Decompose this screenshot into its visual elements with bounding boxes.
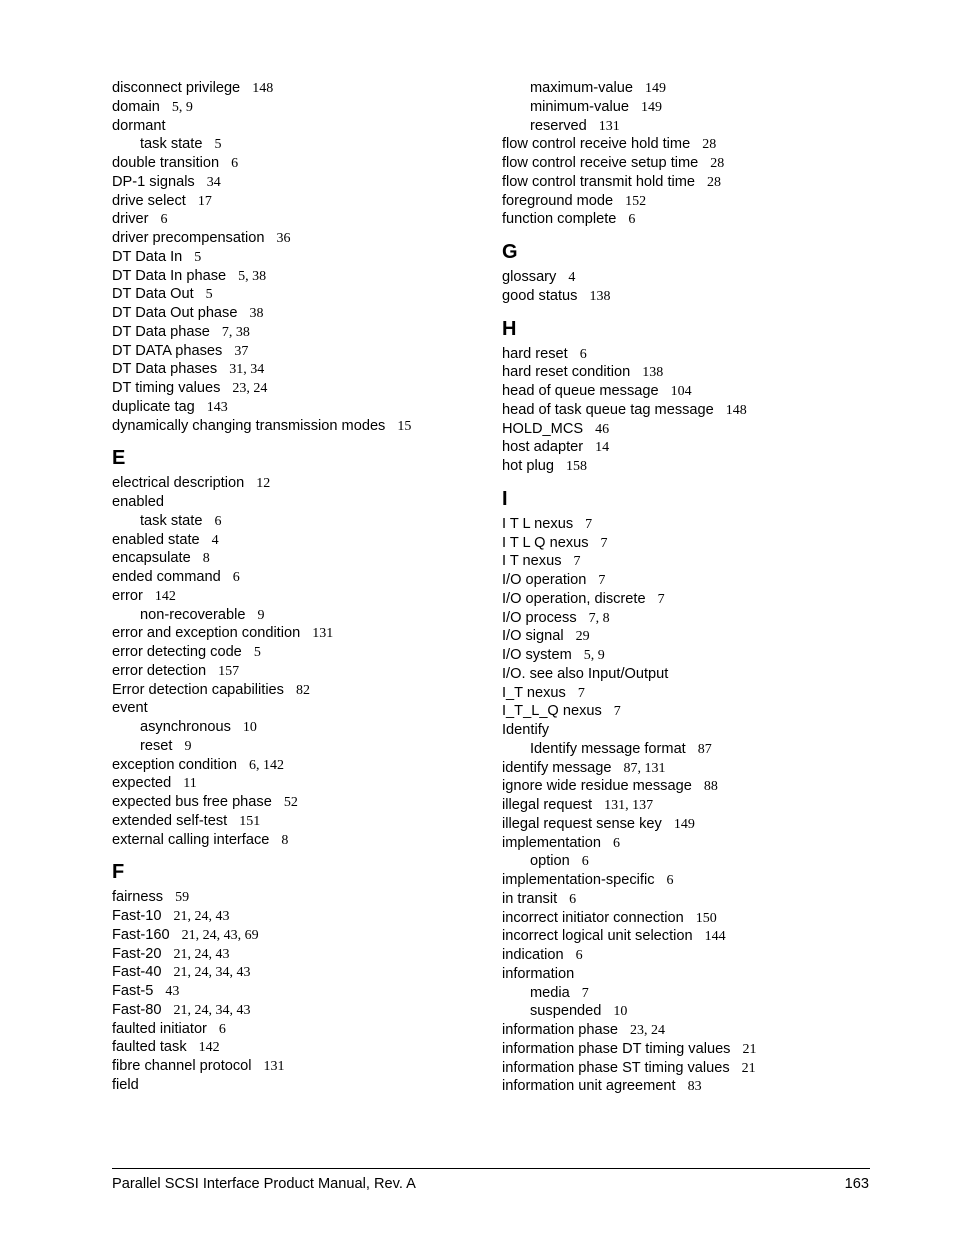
index-term: implementation-specific	[502, 872, 655, 888]
index-subentry	[502, 984, 882, 1003]
index-term: expected	[112, 775, 172, 792]
index-subentry	[502, 98, 882, 117]
index-term: error	[112, 587, 143, 604]
index-entry	[112, 267, 482, 286]
index-page-refs: 23, 24	[630, 1023, 666, 1038]
index-entry	[502, 965, 882, 984]
index-term: error detection	[112, 662, 207, 679]
index-term: I/O process	[502, 609, 577, 626]
index-term: head of task queue tag message	[502, 401, 714, 418]
index-page-refs: 15	[397, 418, 412, 434]
index-page-refs: 6	[218, 1021, 226, 1037]
index-term: media	[530, 984, 570, 1001]
index-page-refs: 28	[707, 174, 722, 190]
index-column-left	[112, 79, 482, 1095]
index-page-refs: 82	[295, 682, 310, 698]
index-term: external calling interface	[112, 831, 270, 848]
index-term: flow control receive setup time	[502, 155, 699, 171]
index-page-refs: 6	[628, 212, 636, 228]
index-subentry	[112, 135, 482, 154]
index-term: DT Data In	[112, 248, 183, 265]
index-entry	[112, 793, 482, 812]
index-term: information unit agreement	[502, 1078, 676, 1095]
index-term: task state	[140, 512, 203, 529]
index-entry	[112, 831, 482, 850]
index-entry	[502, 927, 882, 946]
index-section-letter: F	[112, 861, 125, 884]
index-term: Error detection capabilities	[112, 681, 284, 698]
index-term: I/O signal	[502, 628, 564, 645]
index-term: non-recoverable	[140, 606, 246, 623]
index-term: enabled	[112, 494, 164, 510]
index-page-refs: 28	[702, 137, 717, 153]
index-page-refs: 144	[704, 929, 726, 945]
index-page-refs: 23, 24	[232, 381, 268, 396]
index-page-refs: 5	[205, 287, 213, 303]
index-page-refs: 11	[183, 776, 197, 792]
index-page-refs: 21, 24, 34, 43	[173, 965, 251, 981]
index-term: I/O operation, discrete	[502, 590, 646, 607]
index-term: fibre channel protocol	[112, 1058, 252, 1074]
index-subentry	[502, 852, 882, 871]
index-term: information	[502, 965, 575, 982]
index-entry	[112, 531, 482, 550]
index-entry	[112, 493, 482, 512]
index-page-refs: 157	[218, 663, 240, 679]
index-page-refs: 131	[598, 118, 620, 134]
index-term: error detecting code	[112, 644, 242, 660]
index-entry	[112, 173, 482, 192]
index-term: DT Data Out phase	[112, 305, 238, 321]
index-term: I_T nexus	[502, 684, 566, 701]
index-term: Fast-20	[112, 945, 162, 962]
index-term: I T L Q nexus	[502, 534, 589, 551]
index-entry	[112, 756, 482, 775]
index-subentry	[112, 606, 482, 625]
index-entry	[112, 98, 482, 117]
index-entry	[112, 79, 482, 98]
index-page-refs: 5	[253, 645, 261, 660]
index-term: ignore wide residue message	[502, 778, 692, 795]
index-page-refs: 43	[165, 984, 180, 999]
index-term: I/O system	[502, 647, 572, 663]
index-section-letter: H	[502, 317, 517, 340]
index-entry	[112, 945, 482, 964]
index-entry	[112, 926, 482, 945]
index-term: drive select	[112, 192, 186, 209]
index-page-refs: 6	[666, 873, 674, 888]
index-term: option	[530, 853, 570, 870]
index-entry	[502, 909, 882, 928]
index-term: suspended	[530, 1003, 602, 1020]
index-term: I/O operation	[502, 572, 587, 588]
index-term: Fast-5	[112, 983, 154, 999]
index-entry	[112, 982, 482, 1001]
index-entry	[112, 1076, 482, 1095]
index-page-refs: 7	[573, 554, 581, 570]
index-page-refs: 4	[568, 270, 576, 285]
index-term: flow control transmit hold time	[502, 173, 696, 190]
index-page-refs: 7	[613, 704, 621, 720]
footer-page-number: 163	[844, 1176, 869, 1192]
index-page-refs: 143	[206, 399, 228, 415]
index-page-refs: 9	[184, 738, 192, 754]
index-page-refs: 38	[249, 306, 264, 321]
index-term: Fast-80	[112, 1001, 162, 1018]
index-term: DT Data phase	[112, 323, 210, 340]
index-page-refs: 59	[175, 890, 190, 906]
index-entry	[502, 401, 882, 420]
index-page-refs: 5, 38	[238, 268, 267, 284]
index-term: field	[112, 1076, 139, 1093]
index-term: I_T_L_Q nexus	[502, 703, 602, 720]
index-term: incorrect initiator connection	[502, 909, 684, 926]
index-page-refs: 88	[703, 779, 718, 795]
index-term: exception condition	[112, 756, 237, 773]
index-page-refs: 5	[194, 249, 202, 265]
index-entry	[112, 549, 482, 568]
index-term: faulted initiator	[112, 1020, 207, 1037]
index-entry	[112, 568, 482, 587]
index-page-refs: 8	[202, 551, 210, 567]
index-term: DT timing values	[112, 380, 221, 396]
index-term: indication	[502, 947, 564, 963]
index-term: function complete	[502, 211, 617, 228]
index-page-refs: 104	[670, 384, 692, 399]
index-term: Fast-160	[112, 926, 170, 943]
index-term: hard reset	[502, 345, 568, 362]
index-section-letter: E	[112, 447, 126, 470]
index-entry	[112, 963, 482, 982]
index-page-refs: 148	[725, 402, 747, 418]
index-term: domain	[112, 98, 160, 115]
index-term: dynamically changing transmission modes	[112, 417, 386, 434]
index-term: Fast-10	[112, 908, 162, 924]
index-term: implementation	[502, 834, 601, 851]
index-entry	[502, 552, 882, 571]
index-entry	[112, 1057, 482, 1076]
index-entry	[112, 1001, 482, 1020]
index-page-refs: 142	[198, 1040, 220, 1056]
index-page-refs: 6	[160, 212, 168, 228]
index-term: glossary	[502, 269, 557, 285]
index-term: foreground mode	[502, 192, 614, 209]
index-term: DP-1 signals	[112, 173, 195, 190]
index-page-refs: 4	[211, 532, 219, 548]
index-page-refs: 29	[575, 629, 590, 645]
index-subentry	[112, 718, 482, 737]
index-entry	[112, 342, 482, 361]
index-entry	[502, 834, 882, 853]
index-entry	[112, 379, 482, 398]
index-page-refs: 37	[234, 343, 249, 359]
index-term: DT DATA phases	[112, 342, 223, 359]
index-page-refs: 21, 24, 43	[173, 909, 230, 924]
index-term: enabled state	[112, 531, 200, 548]
index-term: illegal request	[502, 797, 593, 813]
index-entry	[502, 796, 882, 815]
index-term: Identify	[502, 722, 550, 738]
index-page-refs: 150	[695, 910, 717, 926]
index-term: I T L nexus	[502, 515, 574, 532]
index-page-refs: 12	[256, 476, 271, 492]
index-entry	[502, 721, 882, 740]
index-page-refs: 6	[569, 891, 577, 907]
index-section-letter: G	[502, 241, 518, 263]
index-entry	[112, 1020, 482, 1039]
index-entry	[112, 774, 482, 793]
index-page-refs: 87	[697, 741, 712, 757]
index-term: electrical description	[112, 475, 245, 492]
index-entry	[502, 665, 882, 684]
index-term: illegal request sense key	[502, 815, 662, 832]
index-entry	[502, 135, 882, 154]
index-term: duplicate tag	[112, 398, 195, 415]
index-entry	[502, 609, 882, 628]
index-term: flow control receive hold time	[502, 136, 691, 153]
index-entry	[502, 457, 882, 476]
index-term: driver precompensation	[112, 230, 265, 246]
index-entry	[112, 417, 482, 436]
index-term: ended command	[112, 569, 221, 585]
index-subentry	[502, 117, 882, 136]
index-section-letter: I	[502, 487, 508, 510]
index-term: encapsulate	[112, 550, 191, 567]
index-page-refs: 6	[612, 835, 620, 851]
index-term: host adapter	[502, 439, 584, 456]
index-term: DT Data In phase	[112, 267, 227, 284]
footer-divider	[112, 1168, 870, 1169]
index-page-refs: 10	[242, 720, 257, 735]
index-page-refs: 152	[625, 193, 647, 209]
index-page-refs: 21, 24, 43, 69	[181, 927, 259, 943]
index-term: DT Data phases	[112, 361, 218, 378]
footer-title: Parallel SCSI Interface Product Manual, Rev. A	[112, 1176, 416, 1192]
index-term: incorrect logical unit selection	[502, 928, 693, 945]
index-term: information phase	[502, 1022, 619, 1038]
index-page-refs: 6	[575, 948, 583, 963]
index-entry	[502, 777, 882, 796]
index-entry	[112, 474, 482, 493]
index-page-refs: 138	[642, 365, 664, 381]
index-entry	[502, 1077, 882, 1096]
index-entry	[112, 192, 482, 211]
index-page-refs: 142	[154, 588, 176, 604]
index-entry	[502, 590, 882, 609]
index-term: maximum-value	[530, 80, 633, 96]
index-term: I/O. see also Input/Output	[502, 665, 669, 682]
index-page-refs: 52	[283, 795, 298, 810]
index-term: Identify message format	[530, 740, 686, 757]
index-entry	[502, 268, 882, 287]
index-subentry	[112, 512, 482, 531]
index-term: disconnect privilege	[112, 80, 241, 96]
index-entry	[112, 643, 482, 662]
index-entry	[502, 345, 882, 364]
index-page-refs: 21	[741, 1060, 756, 1076]
index-entry	[112, 888, 482, 907]
index-page-refs: 6	[232, 570, 240, 585]
index-page-refs: 7, 8	[588, 610, 610, 626]
index-entry	[502, 684, 882, 703]
index-column-right	[502, 79, 882, 1096]
index-page-refs: 149	[645, 81, 666, 96]
index-entry	[502, 871, 882, 890]
index-entry	[502, 534, 882, 553]
index-entry	[112, 117, 482, 136]
index-term: HOLD_MCS	[502, 420, 584, 437]
index-page-refs: 9	[257, 607, 265, 623]
index-term: driver	[112, 211, 149, 228]
index-term: I T nexus	[502, 553, 562, 570]
index-entry	[112, 398, 482, 417]
index-page-refs: 31, 34	[229, 362, 265, 378]
index-term: minimum-value	[530, 98, 629, 115]
index-page-refs: 7	[657, 591, 665, 607]
index-term: task state	[140, 136, 203, 153]
index-entry	[112, 248, 482, 267]
index-entry	[112, 360, 482, 379]
index-entry	[112, 624, 482, 643]
index-page-refs: 7	[577, 685, 585, 701]
index-page-refs: 36	[276, 231, 291, 246]
index-page-refs: 5, 9	[583, 648, 605, 663]
index-entry	[112, 699, 482, 718]
index-page-refs: 17	[197, 193, 212, 209]
index-page-refs: 149	[640, 99, 662, 115]
index-entry	[502, 515, 882, 534]
index-page-refs: 6	[214, 513, 222, 529]
index-page-refs: 6	[231, 156, 239, 171]
index-subentry	[112, 737, 482, 756]
index-entry	[502, 154, 882, 173]
index-term: identify message	[502, 759, 612, 776]
index-term: in transit	[502, 890, 558, 907]
index-entry	[502, 382, 882, 401]
index-page-refs: 7	[600, 535, 608, 551]
index-entry	[112, 323, 482, 342]
index-term: expected bus free phase	[112, 794, 272, 810]
index-entry	[502, 946, 882, 965]
index-page-refs: 46	[595, 421, 610, 437]
index-entry	[502, 646, 882, 665]
index-entry	[502, 438, 882, 457]
index-term: double transition	[112, 155, 220, 171]
index-subentry	[502, 79, 882, 98]
index-term: hot plug	[502, 458, 554, 474]
index-entry	[502, 1059, 882, 1078]
index-entry	[112, 210, 482, 229]
index-entry	[112, 304, 482, 323]
index-page-refs: 83	[687, 1079, 702, 1095]
index-term: error and exception condition	[112, 625, 301, 642]
index-page-refs: 149	[673, 816, 695, 832]
index-page-refs: 7, 38	[221, 324, 250, 340]
index-entry	[502, 627, 882, 646]
index-entry	[502, 702, 882, 721]
index-entry	[112, 662, 482, 681]
index-term: Fast-40	[112, 964, 162, 981]
index-entry	[112, 681, 482, 700]
index-page-refs: 151	[239, 813, 261, 829]
index-page-refs: 28	[710, 156, 725, 171]
index-page-refs: 158	[565, 459, 587, 474]
index-entry	[502, 210, 882, 229]
index-entry	[112, 229, 482, 248]
index-term: hard reset condition	[502, 364, 631, 381]
index-page-refs: 6, 142	[248, 757, 284, 773]
index-page-refs: 131	[263, 1059, 285, 1074]
index-entry	[502, 1021, 882, 1040]
index-subentry	[502, 740, 882, 759]
index-term: event	[112, 700, 148, 717]
index-page-refs: 7	[598, 573, 606, 588]
index-term: information phase ST timing values	[502, 1059, 730, 1076]
index-term: extended self-test	[112, 812, 228, 829]
index-page-refs: 5	[214, 137, 222, 153]
index-entry	[112, 812, 482, 831]
index-page-refs: 21, 24, 34, 43	[173, 1002, 251, 1018]
index-subentry	[502, 1002, 882, 1021]
index-entry	[502, 759, 882, 778]
index-page-refs: 5, 9	[171, 99, 193, 115]
index-entry	[502, 287, 882, 306]
index-term: DT Data Out	[112, 286, 194, 303]
index-page-refs: 7	[581, 985, 589, 1001]
index-page-refs: 14	[595, 440, 610, 456]
index-page-refs: 7	[585, 516, 593, 532]
index-entry	[502, 363, 882, 382]
index-entry	[112, 587, 482, 606]
index-entry	[502, 1040, 882, 1059]
index-entry	[502, 890, 882, 909]
index-term: dormant	[112, 117, 166, 134]
index-entry	[502, 173, 882, 192]
index-page-refs: 6	[581, 854, 589, 870]
index-term: reserved	[530, 117, 587, 134]
index-page-refs: 21, 24, 43	[173, 946, 230, 962]
index-entry	[502, 420, 882, 439]
index-page-refs: 87, 131	[623, 760, 666, 776]
index-entry	[112, 1038, 482, 1057]
index-page-refs: 148	[252, 81, 274, 96]
index-term: fairness	[112, 889, 164, 906]
index-page-refs: 138	[589, 288, 611, 304]
index-page-refs: 8	[281, 832, 289, 848]
index-term: head of queue message	[502, 383, 659, 399]
index-term: asynchronous	[140, 719, 231, 735]
index-page-refs: 131	[312, 626, 334, 642]
index-term: reset	[140, 737, 173, 754]
index-page-refs: 10	[613, 1004, 628, 1020]
index-entry	[502, 815, 882, 834]
index-term: good status	[502, 287, 578, 304]
index-term: information phase DT timing values	[502, 1040, 731, 1057]
index-entry	[112, 907, 482, 926]
index-entry	[502, 192, 882, 211]
index-page-refs: 34	[206, 174, 221, 190]
index-term: faulted task	[112, 1039, 187, 1056]
index-page-refs: 6	[579, 346, 587, 362]
index-page-refs: 21	[742, 1041, 757, 1057]
index-entry	[502, 571, 882, 590]
index-entry	[112, 285, 482, 304]
index-page-refs: 131, 137	[604, 798, 654, 813]
index-entry	[112, 154, 482, 173]
